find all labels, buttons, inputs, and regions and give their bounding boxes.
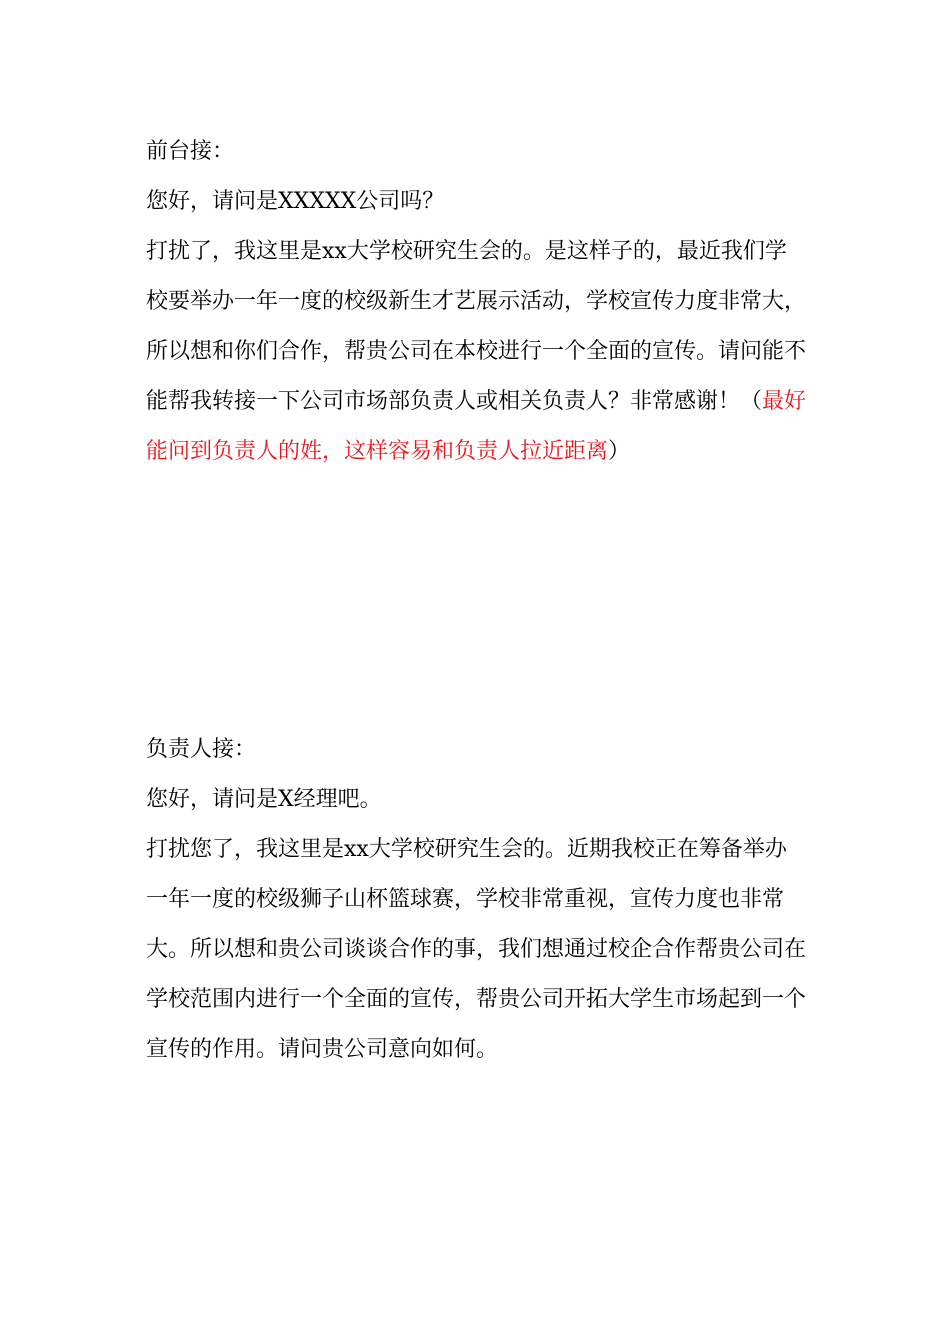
front-desk-script [146, 127, 808, 477]
front-desk-paragraph [146, 227, 808, 477]
front-desk-greeting: 您好，请问是XXXXX公司吗？ [146, 189, 445, 214]
front-desk-heading: 前台接： [146, 139, 235, 164]
manager-greeting: 您好，请问是X经理吧。 [146, 787, 382, 812]
front-desk-note: 最好能问到负责人的姓，这样容易和负责人拉近距离 [146, 389, 807, 464]
manager-script [146, 725, 808, 1075]
front-desk-closing-paren: ） [608, 439, 631, 464]
manager-heading: 负责人接： [146, 737, 257, 762]
front-desk-body: 打扰了，我这里是xx大学校研究生会的。是这样子的，最近我们学校要举办一年一度的校级新生才艺展示活动，学校宣传力度非常大，所以想和你们合作，帮贵公司在本校进行一个全面的宣传。请问能不能帮我转接一下公司市场部负责人或相关负责人？非常感谢！（ [146, 239, 807, 414]
manager-paragraph: 打扰您了，我这里是xx大学校研究生会的。近期我校正在筹备举办一年一度的校级狮子山杯篮球赛，学校非常重视，宣传力度也非常大。所以想和贵公司谈谈合作的事，我们想通过校企合作帮贵公司在学校范围内进行一个全面的宣传，帮贵公司开拓大学生市场起到一个宣传的作用。请问贵公司意向如何。 [146, 837, 807, 1062]
